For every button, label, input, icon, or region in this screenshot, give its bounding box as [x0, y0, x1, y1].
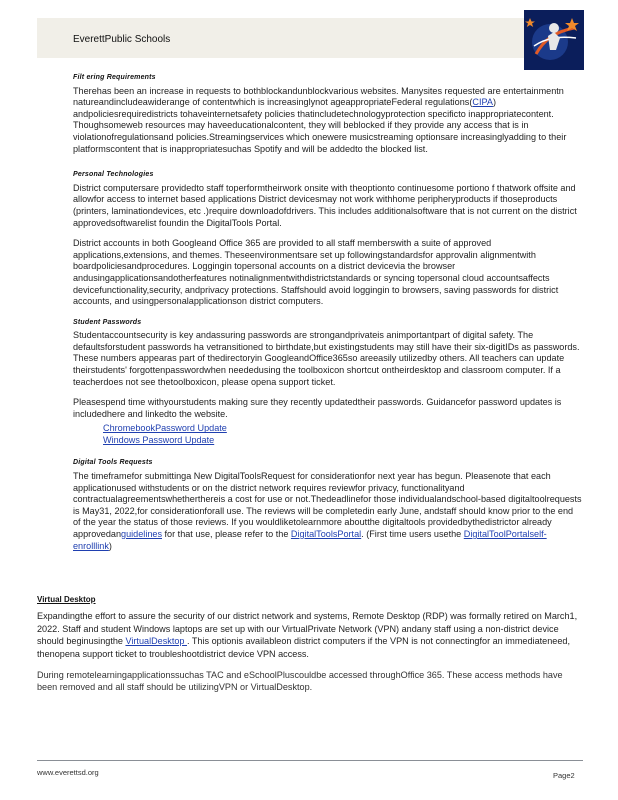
org-name: EverettPublic Schools: [73, 34, 171, 45]
filtering-text-a: Therehas been an increase in requests to bothblockandunblockvarious websites. Manysites requested are entertainmentn natureandincludeawiderange of contentwhich is increasinglynot ageappropriateFederal regulations(: [73, 85, 564, 108]
list-item: [87, 434, 583, 446]
self-enroll-link[interactable]: DigitalToolPortalself- enrolllink: [73, 529, 547, 551]
everett-district-logo-icon: [524, 10, 584, 70]
virtual-desktop-link[interactable]: VirtualDesktop: [125, 636, 187, 647]
digital-text-d: ): [108, 540, 112, 551]
footer-divider: [37, 760, 583, 761]
windows-password-update-link[interactable]: Windows Password Update: [103, 435, 215, 446]
footer-url: www.everettsd.org: [37, 768, 99, 777]
personal-paragraph-1: District computersare providedto staff toperformtheirwork onsite with theoptionto continuesome portiono f thatwork offsite and allowfor access to internet based applications District devicesmay not work withhome peripheryproducts if thoseproducts (printers, laminationdevices, etc .)require downloadofdrivers. This includes additionalsoftware that is not current on the district approvedsoftwarelist foundin the DigitalTools Portal.: [73, 182, 577, 228]
section-heading-student-passwords: Student Passwords: [73, 318, 142, 326]
guidelines-link[interactable]: guidelines: [121, 529, 162, 539]
personal-paragraph-2: District accounts in both Googleand Office 365 are provided to all staff memberswith a suite of approved applications,extensions, and themes. Theseenvironmentsare set up followingstandardsfor approvalin alignmentwith boardpoliciesandprocedures. Loggingin topersonal accounts on a district devicevia the browser andusingapplicationsandotherfeatures notinalignmentwithdistrictstandards or syncing topersonal cloud accountsaffects devicefunctionality,security, andprivacy protections. Staffshould avoid loggingin to browsers, saving passwords for district accounts, and usingpersonalapplicationson district computers.: [73, 238, 559, 307]
section-heading-personal-technologies: Personal Technologies: [73, 171, 154, 179]
password-links-list: [87, 422, 583, 446]
cipa-link[interactable]: CIPA: [472, 97, 493, 108]
digital-paragraph: [73, 471, 583, 552]
list-item: [87, 422, 583, 434]
page-number: Page2: [553, 771, 575, 780]
virtual-paragraph-1: [37, 610, 583, 660]
student-paragraph-2: Pleasespend time withyourstudents making sure they recently updatedtheir passwords. Guidancefor password updates is includedhere and linkedto the website.: [73, 397, 562, 419]
section-heading-virtual-desktop: Virtual Desktop: [37, 595, 96, 604]
digital-text-b: for that use, please refer to the: [162, 529, 291, 539]
section-heading-digital-tools: Digital Tools Requests: [73, 459, 153, 467]
digital-text-a: The timeframefor submittinga New DigitalToolsRequest for considerationfor next year has begun. Pleasenote that each applicationused withstudents or on the district network requires reviewfor privacy, functionalityand contractualagreementswhetherthereis a cost for use or not.Thedeadlinefor those individualandschool-based digitaltoolrequests is May31, 2022,for considerationforall use. The reviews will be completedin early June, andstaff should know prior to the end of the year the status of those reviews. If you wouldliketolearnmore aboutthe digitaltools providedbythedistrictor already approvedan: [73, 471, 582, 539]
virtual-desktop-section: [37, 594, 583, 703]
student-paragraph-1: Studentaccountsecurity is key andassuring passwords are strongandprivateis animportantpart of digital safety. The defaultsforstudent passwords ha vetransitioned to birthdate,but existingstudents may still have their six-digitIDs as passwords. These numbers appearas part of thedirectoryin GoogleandOffice365so areeasily utilizedby others. All teachers can update theirstudents' forgottenpasswordwhen neededusing the toolboxicon shortcut ontheirdesktop and classroom computer. If a teacherdoes not see thetoolboxicon, please opena support ticket.: [73, 330, 580, 387]
filtering-paragraph: [73, 86, 583, 156]
filtering-text-b: ) andpoliciesrequiredistricts tohaveinternetsafety policies thatincludetechnologyprotection specificto inappropriatecontent. Thoughsomeweb resources may haveeducationalcontent, they will beblocked if they provide any access that is in violationofregulationsand policies.Streamingservices which onewere musicstreaming optionsare increasinglyadding to their platformscontent that is inappropriatesuchas Spotify and will be addedto the blocked list.: [73, 97, 567, 154]
digital-text-c: . (First time users usethe: [361, 529, 464, 539]
section-heading-filtering: Filt ering Requirements: [73, 74, 156, 81]
virtual-text-a: Expandingthe effort to assure the security of our district network and systems, Remote Desktop (RDP) was formally retired on March1, 2022. Staff and student Windows laptops are set up with our VirtualPrivate Network (VPN) andany staff using a non-district device should beginusingthe: [37, 611, 578, 647]
chromebook-password-update-link[interactable]: ChromebookPassword Update: [103, 423, 227, 434]
main-content: [73, 72, 583, 561]
virtual-text-b: . This optionis availableon district computers if the VPN is not connectingfor an immediateneed, thenopena support ticket to troubleshootdistrict device VPN access.: [37, 636, 570, 659]
digital-tools-portal-link[interactable]: DigitalToolsPortal: [290, 529, 362, 539]
virtual-paragraph-2: During remotelearningapplicationssuchas TAC and eSchoolPluscouldbe accessed throughOffice 365. These access methods have been removed and all staff should be utilizingVPN or VirtualDesktop.: [37, 670, 563, 693]
